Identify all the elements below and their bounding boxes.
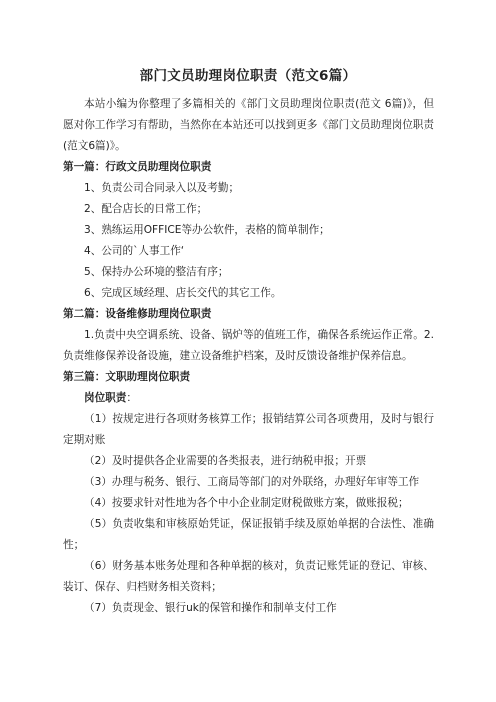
subheading-colon: ： xyxy=(126,392,137,404)
section-3-item: （2）及时提供各企业需要的各类报表，进行纳税申报；开票 xyxy=(84,455,367,467)
section-1-item: 6、完成区域经理、店长交代的其它工作。 xyxy=(84,287,282,299)
section-3-item: （5）负责收集和审核原始凭证，保证报销手续及原始单据的合法性、准确性； xyxy=(63,518,434,551)
intro-paragraph: 本站小编为你整理了多篇相关的《部门文员助理岗位职责(范文 6篇)》，但愿对你工作学习有帮助，当然你在本站还可以找到更多《部门文员助理岗位职责(范文6篇)》。 xyxy=(63,98,434,152)
section-2-heading: 第二篇：设备维修助理岗位职责 xyxy=(63,308,212,320)
section-1-item: 2、配合店长的日常工作； xyxy=(84,203,208,215)
subheading-text: 岗位职责 xyxy=(84,392,127,404)
section-1-item: 5、保持办公环境的整洁有序； xyxy=(84,266,229,278)
section-3-item: （1）按规定进行各项财务核算工作；报销结算公司各项费用，及时与银行定期对账 xyxy=(63,413,434,446)
section-3-subheading xyxy=(63,388,434,409)
section-3-heading: 第三篇：文职助理岗位职责 xyxy=(63,371,191,383)
section-3-item: （4）按要求针对性地为各个中小企业制定财税做账方案，做账报税； xyxy=(84,497,409,509)
section-2-paragraph: 1.负责中央空调系统、设备、锅炉等的值班工作，确保各系统运作正常。2.负责维修保养设备设施，建立设备维护档案，及时反馈设备维护保养信息。 xyxy=(63,329,434,362)
section-1-item: 3、熟练运用OFFICE等办公软件，表格的简单制作； xyxy=(84,224,330,236)
document-body xyxy=(63,94,434,619)
section-3-item: （6）财务基本账务处理和各种单据的核对，负责记账凭证的登记、审核、装订、保存、归档财务相关资料； xyxy=(63,560,434,593)
section-1-item: 1、负责公司合同录入以及考勤； xyxy=(84,182,240,194)
section-3-item: （7）负责现金、银行uk的保管和操作和制单支付工作 xyxy=(84,602,337,614)
section-3-item: （3）办理与税务、银行、工商局等部门的对外联络，办理好年审等工作 xyxy=(84,476,420,488)
page-title: 部门文员助理岗位职责（范文6篇） xyxy=(139,68,357,84)
section-1-heading: 第一篇：行政文员助理岗位职责 xyxy=(63,161,212,173)
section-1-item: 4、公司的`人事工作‘ xyxy=(84,245,185,257)
